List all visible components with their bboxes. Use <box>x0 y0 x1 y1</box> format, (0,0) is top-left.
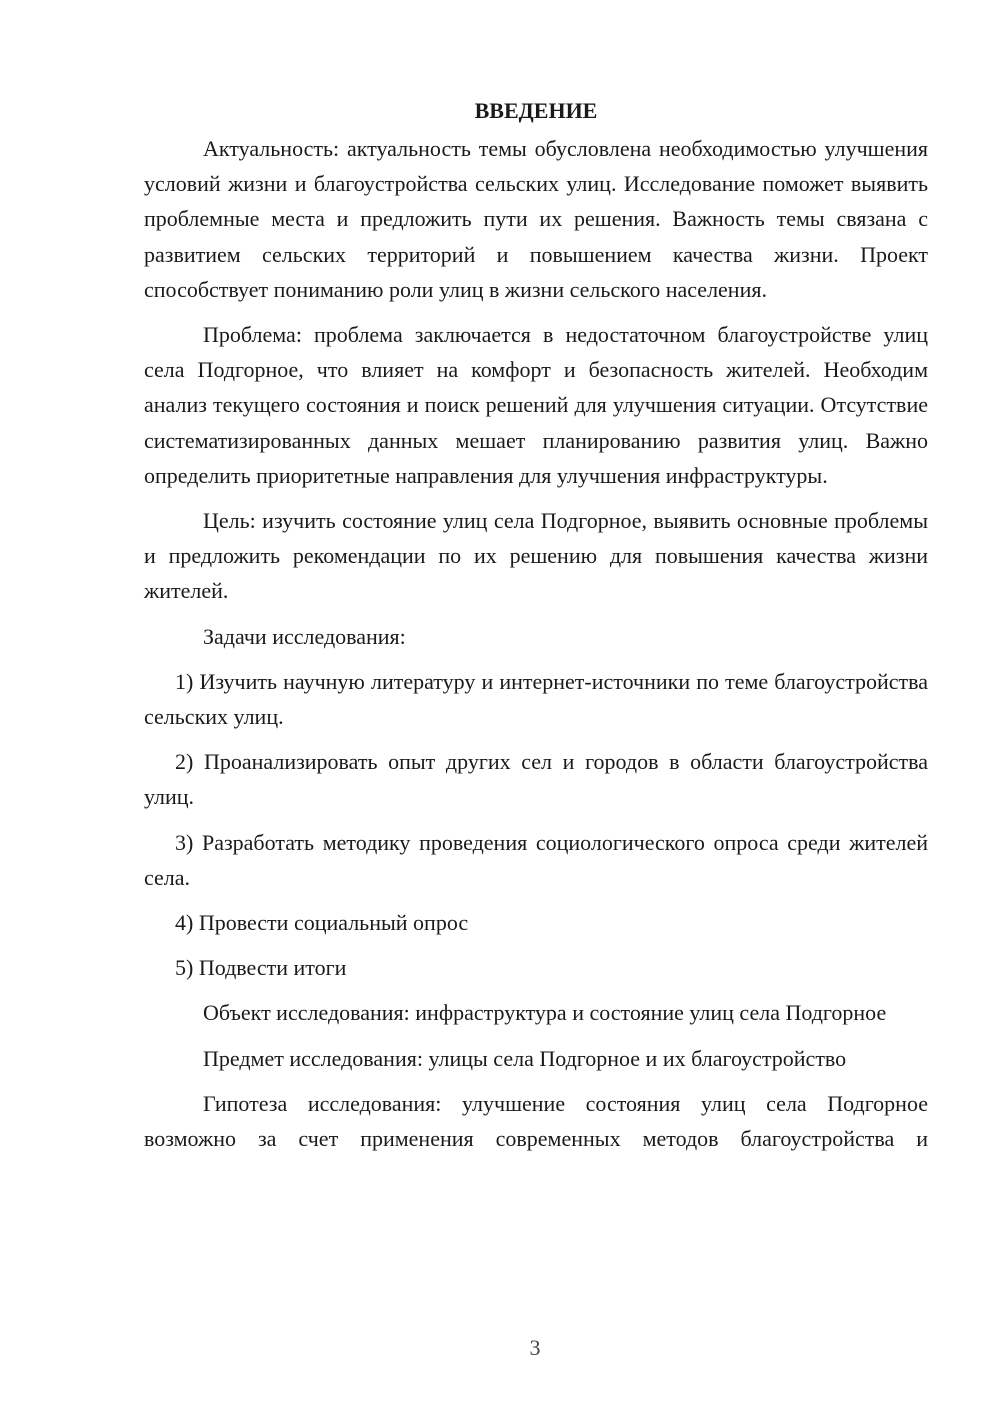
task-item: 2) Проанализировать опыт других сел и городов в области благоустройства улиц. <box>144 749 928 810</box>
page-content <box>144 93 928 1166</box>
relevance-paragraph: Актуальность: актуальность темы обусловлена необходимостью улучшения условий жизни и благоустройства сельских улиц. Исследование поможет выявить проблемные места и предложить пути их решения. Важность темы связана с развитием сельских территорий и повышением качества жизни. Проект способствует пониманию роли улиц в жизни сельского населения. <box>144 136 928 302</box>
goal-paragraph: Цель: изучить состояние улиц села Подгорное, выявить основные проблемы и предложить рекомендации по их решению для повышения качества жизни жителей. <box>144 508 928 604</box>
section-heading: ВВЕДЕНИЕ <box>474 98 598 123</box>
task-item: 5) Подвести итоги <box>175 955 347 981</box>
page-number: 3 <box>529 1335 541 1360</box>
problem-paragraph: Проблема: проблема заключается в недостаточном благоустройстве улиц села Подгорное, что влияет на комфорт и безопасность жителей. Необходим анализ текущего состояния и поиск решений для улучшения ситуации. Отсутствие систематизированных данных мешает планированию развития улиц. Важно определить приоритетные направления для улучшения инфраструктуры. <box>144 322 928 488</box>
object-paragraph: Объект исследования: инфраструктура и состояние улиц села Подгорное <box>203 1000 887 1026</box>
task-item: 3) Разработать методику проведения социологического опроса среди жителей села. <box>144 829 928 890</box>
tasks-title: Задачи исследования: <box>203 623 406 649</box>
subject-paragraph: Предмет исследования: улицы села Подгорное и их благоустройство <box>203 1045 847 1071</box>
task-item: 1) Изучить научную литературу и интернет-источники по теме благоустройства сельских улиц. <box>144 668 928 730</box>
task-item: 4) Провести социальный опрос <box>175 910 469 936</box>
hypothesis-paragraph: Гипотеза исследования: улучшение состояния улиц села Подгорное возможно за счет применения современных методов благоустройства и <box>144 1090 928 1152</box>
